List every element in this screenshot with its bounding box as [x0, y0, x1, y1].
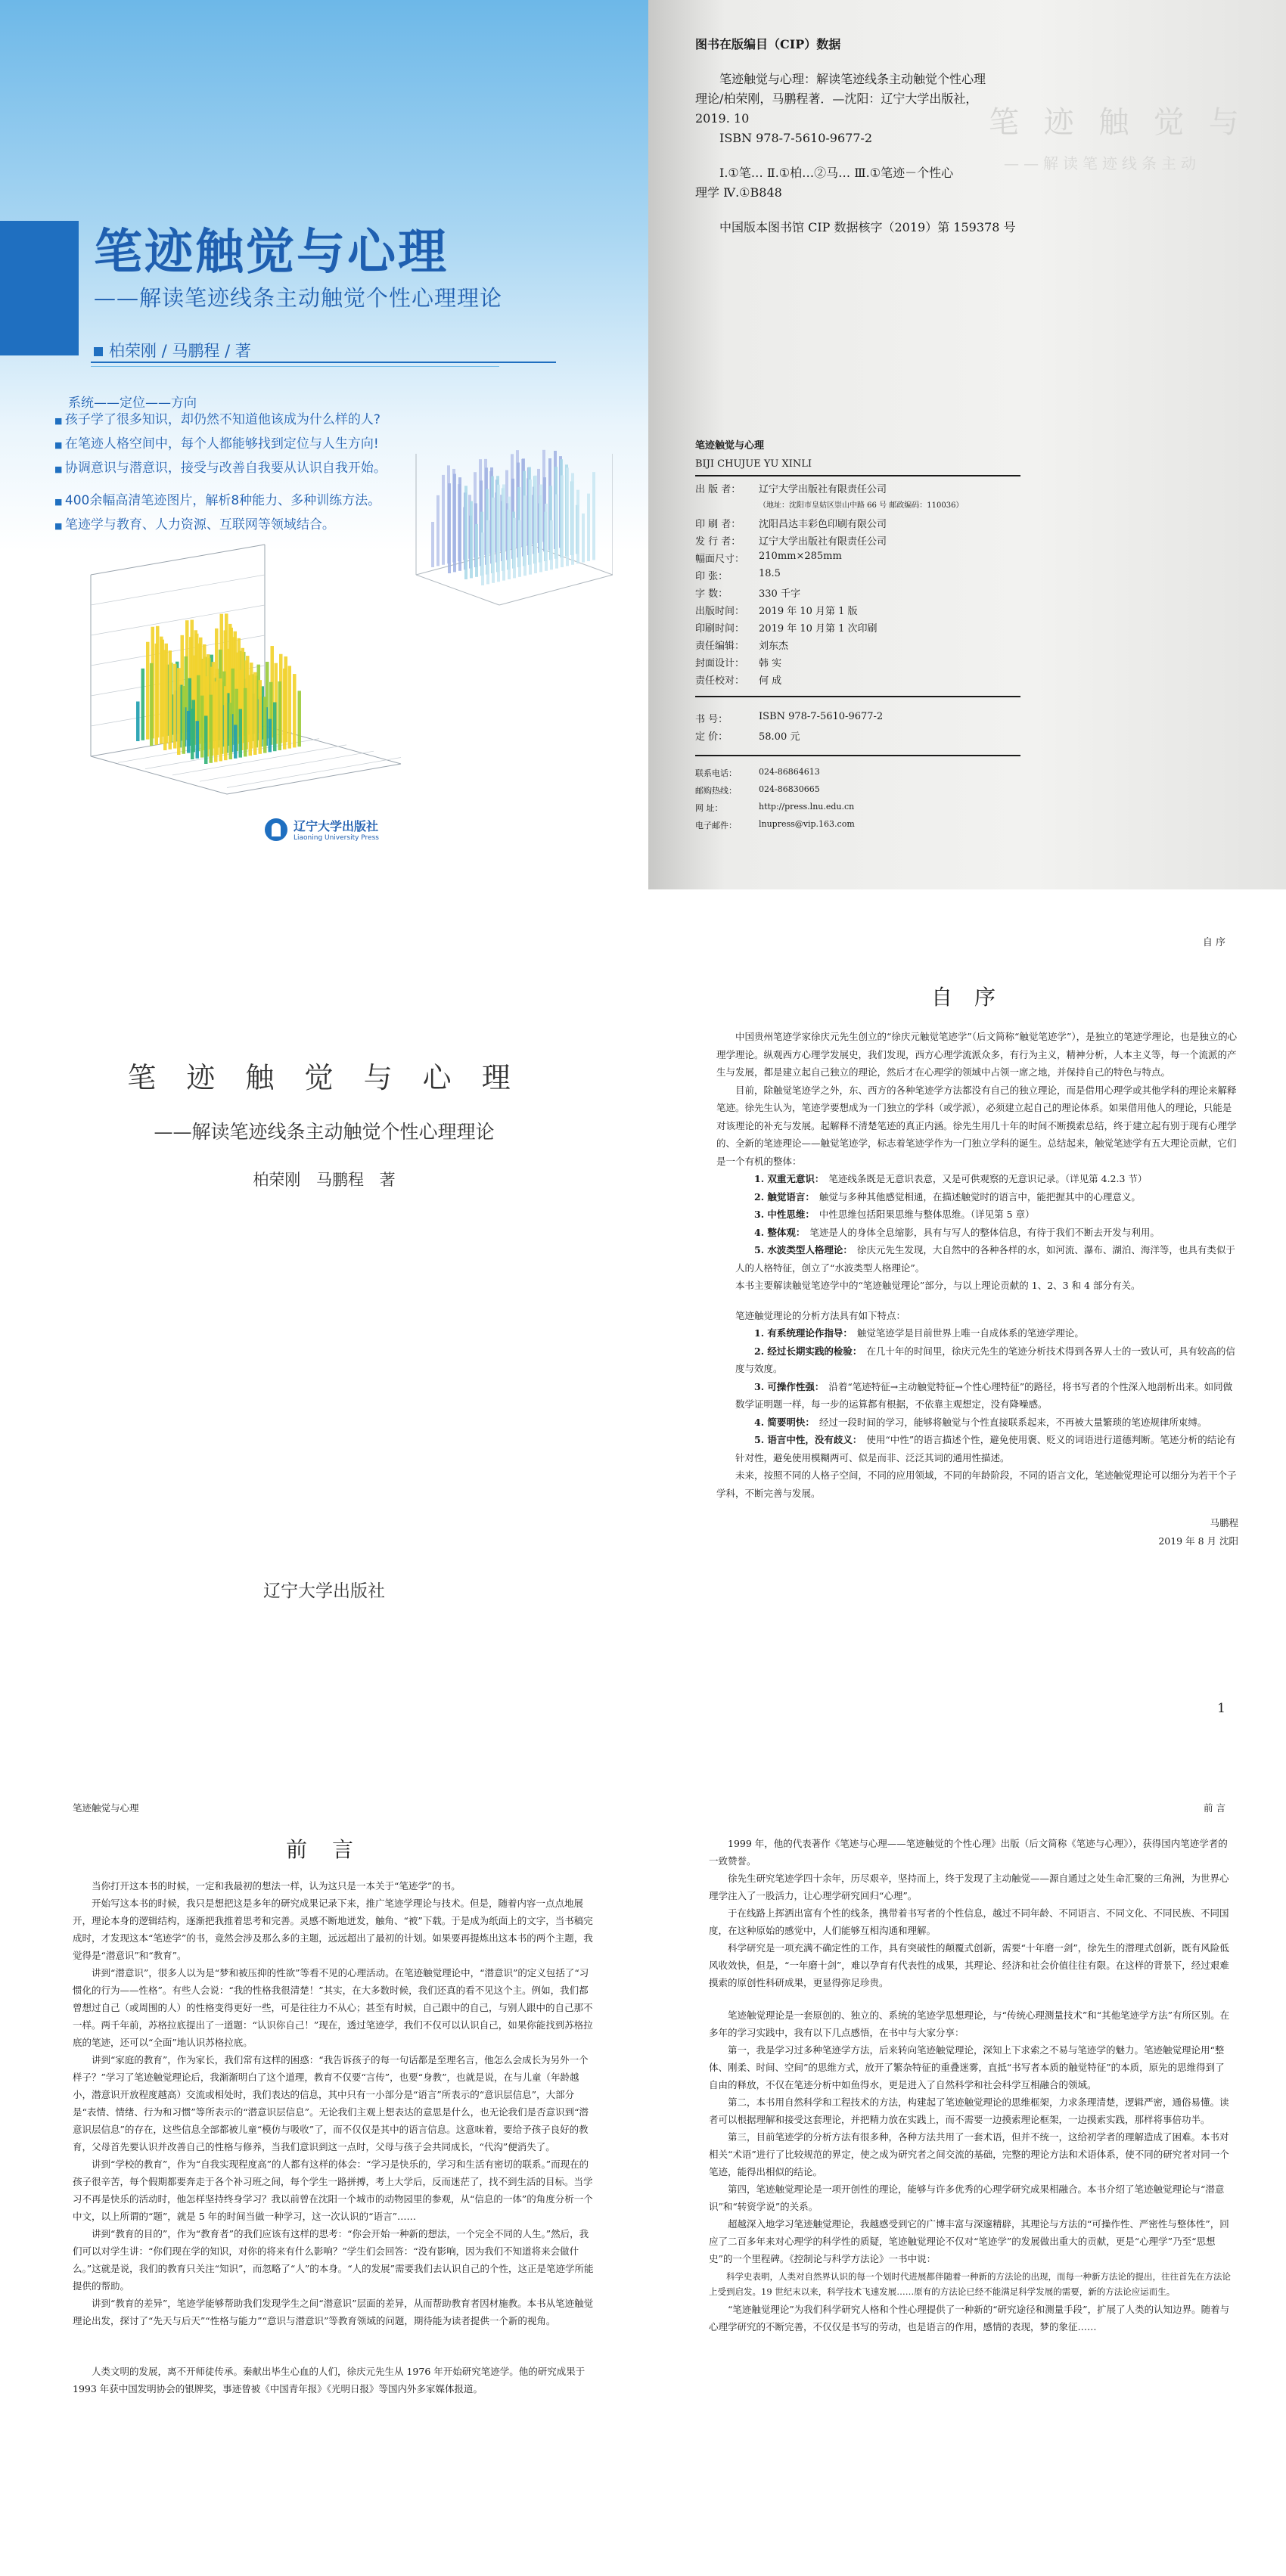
foreword-page-right — [648, 1767, 1286, 2576]
chart-bar — [481, 532, 484, 585]
imprint-value: 何 成 — [759, 675, 782, 687]
numbered-item — [716, 1206, 1238, 1224]
chart-bar — [571, 473, 574, 565]
chart-bar — [534, 476, 537, 573]
imprint-key: 封面设计： — [695, 658, 745, 669]
chart-bar — [539, 485, 542, 573]
spacer — [73, 2329, 595, 2363]
cover-feature-item: ■ 孩子学了很多知识，却仍然不知道他该成为什么样的人? — [54, 411, 387, 430]
paragraph: 第四，笔迹触觉理论是一项开创性的理论，能够与许多优秀的心理学研究成果相融合。本书介绍了笔迹触觉理论与“潜意识”和“转资学说”的关系。 — [709, 2183, 1225, 2212]
imprint-key: 网 址： — [695, 803, 723, 813]
imprint-row — [695, 568, 1061, 585]
imprint-key: 印 张： — [695, 571, 728, 582]
paragraph: 本书主要解读触觉笔迹学中的“笔迹触觉理论”部分，与以上理论贡献的 1、2、3 和 4 部分有关。 — [735, 1280, 1141, 1291]
item-text: 使用“中性”的语言描述个性，避免使用褒、贬义的词语进行道德判断。笔迹分析的结论有针对性，避免使用模糊两可、似是而非、泛泛其词的通用性描述。 — [735, 1434, 1236, 1463]
imprint-key: 邮购热线： — [695, 786, 737, 796]
item-label: 2. 触觉语言： — [754, 1190, 815, 1203]
cover-guide: 系统——定位——方向 — [68, 396, 197, 411]
chart-bar — [214, 681, 218, 762]
chart-bar — [196, 721, 200, 759]
item-text: 触觉与多种其他感觉相通，在描述触觉时的语言中，能把握其中的心理意义。 — [819, 1190, 1141, 1203]
chart-bar — [169, 650, 172, 750]
chart-bar — [518, 520, 521, 577]
item-label: 1. 有系统理论作指导： — [754, 1327, 853, 1339]
chart-bar — [146, 642, 150, 740]
imprint-key: 定 价： — [695, 731, 728, 743]
book-cover — [0, 0, 648, 889]
chart-bar — [555, 495, 558, 569]
imprint-key: 发 行 者： — [695, 536, 741, 548]
imprint-row — [695, 784, 1061, 802]
cover-3d-bar-illustration — [68, 424, 613, 802]
cip-line: 理论/柏荣刚，马鹏程著．—沈阳：辽宁大学出版社， — [695, 92, 978, 106]
chart-bar — [219, 678, 223, 761]
chart-bar — [155, 644, 159, 745]
signature-name: 马鹏程 — [1210, 1517, 1238, 1529]
running-head: 前 言 — [1204, 1802, 1225, 1814]
chart-bar — [182, 686, 186, 754]
foreword-page-left — [0, 1767, 648, 2576]
imprint-row — [695, 767, 1061, 784]
paragraph: 第二，本书用自然科学和工程技术的方法，构建起了笔迹触觉理论的思维框架，力求条理清楚，逻辑严密，通俗易懂。读者可以根据理解和接受这套理论，并把精力放在实践上，而不需要一边摸索理论框架，一边摸索实践，那样将事倍功半。 — [709, 2096, 1229, 2125]
imprint-value: 330 千字 — [759, 588, 800, 600]
paragraph: 笔迹触觉理论是一套原创的、独立的、系统的笔迹学思想理论，与“传统心理测量技术”和“其他笔迹学方法”有所区别。在多年的学习实践中，我有以下几点感悟，在书中与大家分享： — [709, 2010, 1230, 2038]
cip-record — [695, 70, 1089, 237]
chart-bar — [453, 474, 456, 573]
chart-bar — [204, 715, 208, 764]
chart-bar — [191, 709, 194, 759]
imprint-row — [695, 638, 1061, 655]
chart-bar — [486, 520, 489, 585]
paragraph: 开始写这本书的时候，我只是想把这是多年的研究成果记录下来，推广笔迹学理论与技术。但是，随着内容一点点地展开，理论本身的逻辑结构，逐渐把我推着思考和完善。灵感不断地迸发，触角、“被”下载。于是成为纸面上的文字，当书稿完成时，才发现这本“笔迹学”的书，竟然会涉及那么多的主题，远远超出了最初的计划。如果要再提炼出这本书的两个主题，我觉得是“潜意识”和“教育”。 — [73, 1898, 593, 1961]
chart-bar — [523, 495, 527, 576]
chart-bar — [582, 514, 585, 563]
imprint-row — [695, 819, 1061, 836]
paragraph: 1999 年，他的代表著作《笔迹与心理——笔迹触觉的个性心理》出版（后文简称《笔迹与心理》），获得国内笔迹学者的一致赞誉。 — [709, 1838, 1228, 1867]
numbered-item — [716, 1431, 1238, 1466]
paragraph: 于在线路上挥洒出富有个性的线条，携带着书写者的个性信息，越过不同年龄、不同语言、不同文化、不同民族、不同国度，在这种原始的感觉中，人们能够互相沟通和理解。 — [709, 1907, 1229, 1936]
numbered-item — [716, 1324, 1238, 1342]
chart-frame-line — [499, 575, 613, 605]
paragraph: 徐先生研究笔迹学四十余年，历尽艰辛，坚持而上，终于发现了主动触觉——源自通过之处生命汇聚的三角洲，为世界心理学注入了一股活力，让心理学研究回归“心理”。 — [709, 1873, 1229, 1901]
item-text: 在几十年的时间里，徐庆元先生的笔迹分析技术得到各界人士的一致认可，具有较高的信度与效度。 — [735, 1345, 1235, 1374]
chart-bar — [210, 695, 213, 763]
chart-bar — [224, 686, 228, 760]
imprint-rule — [695, 475, 1020, 476]
paragraph: 讲到“家庭的教育”，作为家长，我们常有这样的困惑：“我告诉孩子的每一句话都是至理名言，他怎么会成长为另外一个样子？”学习了笔迹触觉理论后，我渐渐明白了这个道理，教育不仅要“言传”，也要“身教”，也就是说，在与儿童（年龄越小，潜意识开放程度越高）交流或相处时，我们表达的信息，其中只有一小部分是“语言”所表示的“意识层信息”，大部分是“表情、情绪、行为和习惯”等所表示的“潜意识层信息”。无论我们主观上想表达的意思是什么，也无论我们是否意识到“潜意识层信息”的存在，这些信息全部都被儿童“模仿与吸收”了，而不仅仅是其中的语言信息。这意味着，要给予孩子良好的教育，父母首先要认识并改善自己的性格与修养，当我们意识到这一点时，父母与孩子会共同成长，“代沟”便消失了。 — [73, 2054, 589, 2152]
isbn-table — [695, 711, 1061, 746]
numbered-item — [716, 1414, 1238, 1432]
item-label: 1. 双重无意识： — [754, 1173, 825, 1184]
imprint-row — [695, 481, 1061, 498]
imprint-row — [695, 585, 1061, 603]
imprint-value: 刘东杰 — [759, 641, 789, 652]
chart-bar — [431, 522, 434, 567]
publisher-name-zh: 辽宁大学出版社 — [294, 819, 379, 833]
imprint-row — [695, 620, 1061, 638]
imprint-key: 出版时间： — [695, 606, 745, 617]
chart-bar — [259, 680, 262, 754]
chart-bar — [160, 637, 163, 744]
chart-bar — [436, 495, 440, 566]
item-text: 中性思维包括阳果思维与整体思维。（详见第 5 章） — [819, 1209, 1035, 1220]
item-text: 触觉笔迹学是目前世界上唯一自成体系的笔迹学理论。 — [856, 1327, 1084, 1339]
chart-grid-line — [91, 605, 265, 635]
chart-bar — [492, 498, 495, 583]
cover-feature-item: ■ 协调意识与潜意识，接受与改善自我要从认识自我开始。 — [54, 459, 387, 479]
imprint-rule — [695, 696, 1020, 697]
paragraph: 目前，除触觉笔迹学之外，东、西方的各种笔迹学方法都没有自己的独立理论，而是借用心理学或其他学科的理论来解释笔迹。徐先生认为，笔迹学要想成为一门独立的学科（或学派），必须建立起自己的理论体系。如果借用他人的理论，只能是对该理论的补充与发展。起解释不清楚笔迹的真正内涵。徐先生用几十年的时间不断摸索总结，终于建立起有别于现有心理学的、全新的笔迹理论——触觉笔迹学，标志着笔迹学作为一门独立学科的诞生。总结起来，触觉笔迹学有五大理论贡献，它们是一个有机的整体： — [716, 1084, 1237, 1167]
chart-bar — [298, 691, 302, 746]
paragraph: 第三，目前笔迹学的分析方法有很多种，各种方法共用了一套术语，但并不统一，这给初学者的理解造成了困难。本书对相关“术语”进行了比较规范的界定，使之成为研究者之间交流的基础，完整的理论方法和术语体系，使不同的研究者对同一个笔迹，能得出相似的结论。 — [709, 2131, 1229, 2177]
chart-bar — [545, 504, 548, 571]
chart-bar — [592, 472, 595, 560]
title-page-authors: 柏荣刚 马鹏程 著 — [253, 1171, 396, 1189]
chart-bar — [470, 501, 473, 579]
chart-grid-line — [91, 575, 265, 605]
cip-page — [648, 0, 1286, 889]
quote-paragraph: 科学史表明，人类对自然界认识的每一个划时代进展都伴随着一种新的方法论的出现，而每一种新方法论的提出，往往首先在方法论上受到启发。19 世纪末以来，科学技术飞速发展……原有的方法论已经不能满足科学发展的需要，新的方法论应运而生。 — [709, 2271, 1231, 2297]
show-through-subtitle: ——解读笔迹线条主动 — [1004, 154, 1201, 172]
imprint-key: 责任编辑： — [695, 641, 745, 652]
imprint-value: ISBN 978-7-5610-9677-2 — [759, 711, 884, 722]
chart-bar — [293, 674, 297, 747]
cip-classification: Ⅰ.①笔… Ⅱ.①柏…②马… Ⅲ.①笔迹－个性心 — [719, 166, 954, 180]
numbered-item — [716, 1188, 1238, 1206]
imprint-key — [695, 498, 759, 516]
chart-bar — [278, 681, 282, 750]
title-page-publisher: 辽宁大学出版社 — [263, 1581, 385, 1601]
imprint-value: （地址：沈阳市皇姑区崇山中路 66 号 邮政编码：110036） — [759, 501, 964, 510]
imprint-key: 出 版 者： — [695, 484, 741, 495]
foreword-body — [73, 1877, 595, 2398]
chart-bar — [150, 663, 154, 746]
imprint-key: 印 刷 者： — [695, 519, 741, 530]
paragraph: 当你打开这本书的时候，一定和我最初的想法一样，认为这只是一本关于“笔迹学”的书。 — [92, 1880, 461, 1892]
imprint-row — [695, 711, 1061, 728]
running-head: 自 序 — [1202, 937, 1225, 948]
cover-publisher — [265, 817, 379, 842]
item-text: 徐庆元先生发现，大自然中的各种各样的水，如河流、瀑布、湖泊、海洋等，也具有类似于人的人格特征，创立了“水波类型人格理论”。 — [735, 1244, 1235, 1274]
paragraph: 讲到“教育的目的”，作为“教育者”的我们应该有这样的思考：“你会开始一种新的想法，一个完全不同的人生。”然后，我们可以对学生讲：“你们现在学的知识，对你的将来有什么影响？”学生们会回答：“没有影响，因为我们不知道将来会做什么。”这就是说，我们的教育只关注“知识”，而忽略了“人”的本身。“人的发展”需要我们去认识自己的个性，这正是笔迹学所能提供的帮助。 — [73, 2228, 594, 2292]
imprint-row — [695, 655, 1061, 672]
cover-author — [94, 339, 251, 362]
chart-bar — [561, 475, 564, 567]
chart-bar — [497, 485, 500, 582]
chart-bar — [283, 669, 287, 750]
chart-bar — [442, 475, 445, 565]
chart-bar — [576, 490, 579, 564]
chart-frame-line — [91, 545, 265, 575]
imprint-value: 58.00 元 — [759, 731, 800, 743]
square-bullet-icon — [94, 347, 103, 356]
paragraph: “笔迹触觉理论”为我们科学研究人格和个性心理提供了一种新的“研究途径和测量手段”，扩展了人类的认知边界。随着与心理学研究的不断完善，不仅仅是书写的劳动，也是语言的作用，感情的表现，梦的象征…… — [709, 2304, 1230, 2332]
paragraph: 人类文明的发展，离不开师徒传承。秦献出毕生心血的人们，徐庆元先生从 1976 年开始研究笔迹学。他的研究成果于 1993 年获中国发明协会的银牌奖，事迹曾被《中国青年报》《光明日报》等国内外多家媒体报道。 — [73, 2366, 586, 2394]
paragraph: 讲到“学校的教育”，作为“自我实现程度高”的人都有这样的体会：“学习是快乐的，学习和生活有密切的联系。”而现在的孩子很辛苦，每个假期都要奔走于各个补习班之间，每个学生一路拼搏，考上大学后，反而迷茫了，找不到生活的目标。当学习不再是快乐的活动时，他怎样坚持终身学习？我以前曾在沈阳一个城市的动物园里的参观，从“信息的一体”的角度分析一个中文，以上所谓的“题”，就是 5 年的时间当做一种学习，这一次认识的“语言”…… — [73, 2159, 593, 2222]
foreword-body — [709, 1835, 1231, 2335]
contact-table — [695, 767, 1061, 836]
chart-bar — [529, 480, 532, 575]
imprint-value: http://press.lnu.edu.cn — [759, 802, 855, 812]
imprint-row — [695, 551, 1061, 568]
cover-title: 笔迹触觉与心理 — [94, 224, 449, 281]
cover-subtitle: ——解读笔迹线条主动触觉个性心理理论 — [94, 285, 503, 311]
cip-line: 笔迹触觉与心理：解读笔迹线条主动触觉个性心理 — [719, 72, 986, 86]
item-label: 4. 简要明快： — [754, 1416, 815, 1428]
cover-feature-item: ■ 400余幅高清笔迹图片，解析8种能力、多种训练方法。 — [54, 492, 381, 511]
publisher-logo-icon — [265, 818, 287, 841]
chart-bar — [288, 666, 292, 748]
chart-bar — [136, 702, 140, 742]
chart-bar — [273, 702, 277, 751]
imprint-value: 辽宁大学出版社有限责任公司 — [759, 484, 887, 495]
imprint-rule — [695, 755, 1020, 756]
cip-isbn: ISBN 978-7-5610-9677-2 — [719, 131, 873, 145]
chart-frame-line — [227, 764, 401, 794]
contribution-list — [716, 1170, 1238, 1277]
item-label: 4. 整体观： — [754, 1226, 806, 1238]
item-label: 3. 中性思维： — [754, 1209, 815, 1220]
imprint-key: 书 号： — [695, 714, 728, 725]
imprint-value: 辽宁大学出版社有限责任公司 — [759, 536, 887, 548]
numbered-item — [716, 1241, 1238, 1277]
chart-bar — [173, 664, 177, 749]
show-through-title: 笔 迹 触 觉 与 — [989, 105, 1247, 140]
cover-divider-thin — [91, 366, 499, 367]
imprint-row — [695, 728, 1061, 746]
cip-number: 中国版本图书馆 CIP 数据核字（2019）第 159378 号 — [719, 220, 1016, 234]
imprint-value: 024-86830665 — [759, 784, 820, 794]
numbered-item — [716, 1170, 1238, 1188]
imprint-value: 2019 年 10 月第 1 次印刷 — [759, 623, 878, 635]
preface-body — [716, 1028, 1238, 1550]
chart-bar — [141, 669, 145, 740]
cover-feature-item: ■ 笔迹学与教育、人力资源、互联网等领域结合。 — [54, 516, 381, 535]
cip-classification: 理学 Ⅳ.①B848 — [695, 185, 782, 200]
chart-bar — [550, 520, 553, 570]
spacer — [709, 1991, 1231, 2006]
imprint-row — [695, 498, 1061, 516]
imprint-value: 024-86864613 — [759, 767, 820, 777]
item-text: 经过一段时间的学习，能够将触觉与个性直接联系起来，不再被大量繁琐的笔迹规律所束缚。 — [819, 1416, 1207, 1428]
numbered-item — [716, 1224, 1238, 1242]
imprint-book-pinyin: BIJI CHUJUE YU XINLI — [695, 458, 812, 470]
imprint-key: 字 数： — [695, 588, 728, 600]
imprint-value: lnupress@vip.163.com — [759, 819, 855, 829]
cip-heading: 图书在版编目（CIP）数据 — [695, 37, 841, 51]
imprint-row — [695, 802, 1061, 819]
chart-bar — [513, 518, 516, 579]
title-page-subtitle: ——解读笔迹线条主动触觉个性心理理论 — [154, 1121, 495, 1143]
imprint-table — [695, 481, 1061, 690]
chart-bar — [234, 725, 238, 758]
imprint-value: 210mm×285mm — [759, 551, 842, 562]
imprint-key: 联系电话： — [695, 768, 737, 778]
chart-bar — [239, 709, 243, 757]
chart-bar — [187, 711, 191, 753]
chart-bar — [464, 486, 467, 579]
paragraph: 未来，按照不同的人格子空间，不同的应用领域，不同的年龄阶段，不同的语言文化，笔迹触觉理论可以细分为若干个子学科，不断完善与发展。 — [716, 1470, 1237, 1499]
imprint-row — [695, 672, 1061, 690]
chart-bar — [508, 497, 511, 579]
foreword-title: 前 言 — [286, 1837, 362, 1862]
cover-blue-block — [0, 221, 79, 355]
imprint-key: 印刷时间： — [695, 623, 745, 635]
signature-date: 2019 年 8 月 沈阳 — [1158, 1535, 1238, 1547]
chart-bar — [458, 477, 461, 571]
chart-bar — [269, 719, 272, 753]
item-text: 笔迹线条既是无意识表意，又是可供观察的无意识记录。（详见第 4.2.3 节） — [828, 1173, 1148, 1184]
chart-grid-line — [227, 758, 401, 788]
paragraph: 第一，我是学习过多种笔迹学方法，后来转向笔迹触觉理论，深知上下求索之不易与笔迹学的魅力。笔迹触觉理论用“整体、刚柔、时间、空间”的思维方式，放开了繁杂特征的重叠迷雾，直抵“书写者本质的触觉特征”的本质，原先的思维得到了自由的释放，不仅在笔迹分析中如鱼得水，更是进入了自然科学和社会科学互相融合的领域。 — [709, 2044, 1225, 2090]
paragraph: 中国贵州笔迹学家徐庆元先生创立的“徐庆元触觉笔迹学”（后文简称“触觉笔迹学”），是独立的笔迹学理论，也是独立的心理学理论。纵观西方心理学发展史，我们发现，西方心理学流派众多，有行为主义，精神分析，人本主义等，每一个流派的产生与发展，都是建立起自己独立的理论，然后才在心理学的领域中占领一席之地，并保持自己的特色与特点。 — [716, 1031, 1238, 1078]
chart-bar — [475, 524, 478, 577]
cover-divider — [91, 362, 556, 363]
item-label: 3. 可操作性强： — [754, 1380, 825, 1392]
item-label: 5. 水波类型人格理论： — [754, 1244, 853, 1255]
imprint-key: 幅面尺寸： — [695, 554, 745, 565]
imprint-row — [695, 533, 1061, 551]
cover-author-text: 柏荣刚 / 马鹏程 / 著 — [109, 342, 251, 360]
cip-line: 2019. 10 — [695, 111, 750, 126]
imprint-row — [695, 603, 1061, 620]
imprint-key: 电子邮件： — [695, 821, 737, 830]
preface-title: 自 序 — [931, 985, 1003, 1010]
title-page-title: 笔 迹 触 觉 与 心 理 — [127, 1061, 521, 1094]
chart-bar — [177, 668, 181, 755]
numbered-item — [716, 1342, 1238, 1378]
paragraph: 讲到“教育的差异”，笔迹学能够帮助我们发现学生之间“潜意识”层面的差异，从而帮助教育者因材施教。本书从笔迹触觉理论出发，探讨了“先天与后天”“性格与能力”“意识与潜意识”等教育领域的问题，期待能为读者提供一个新的视角。 — [73, 2298, 594, 2326]
preface-page — [648, 898, 1286, 1758]
chart-bar — [200, 696, 204, 758]
item-label: 2. 经过长期实践的检验： — [754, 1345, 862, 1357]
chart-bar — [263, 697, 267, 753]
imprint-key: 责任校对： — [695, 675, 745, 687]
item-label: 5. 语言中性，没有歧义： — [754, 1434, 862, 1445]
publisher-name-en: Liaoning University Press — [294, 834, 379, 842]
paragraph: 笔迹触觉理论的分析方法具有如下特点： — [735, 1309, 906, 1321]
item-text: 笔迹是人的身体全息缩影，具有与写人的整体信息，有待于我们不断去开发与利用。 — [809, 1226, 1160, 1238]
feature-list — [716, 1324, 1238, 1466]
cover-feature-item: ■ 在笔迹人格空间中，每个人都能够找到定位与人生方向! — [54, 435, 387, 455]
imprint-book-title: 笔迹触觉与心理 — [695, 440, 765, 452]
numbered-item — [716, 1378, 1238, 1414]
chart-bar — [244, 688, 247, 757]
chart-bar — [566, 467, 569, 566]
paragraph: 超越深入地学习笔迹触觉理论，我越感受到它的广博丰富与深邃精辟，其理论与方法的“可操作性、严密性与整体性”，回应了二百多年来对心理学的科学性的质疑，笔迹触觉理论不仅对“笔迹学”的发展做出重大的贡献，更是“心理学”乃至“思想史”的一个里程碑。《控制论与科学方法论》一书中说： — [709, 2218, 1229, 2264]
imprint-row — [695, 516, 1061, 533]
page-number: 1 — [1217, 1701, 1225, 1716]
imprint-value: 2019 年 10 月第 1 版 — [759, 606, 858, 617]
chart-bar — [502, 484, 505, 580]
title-page — [0, 898, 648, 1758]
chart-bar — [249, 675, 253, 756]
item-text: 沿着“笔迹特征→主动触觉特征→个性心理特征”的路径，将书写者的个性深入地剖析出来。如同做数学证明题一样，每一步的运算都有根据，不依靠主观想定，没有降噪感。 — [735, 1380, 1233, 1410]
paragraph: 讲到“潜意识”，很多人以为是“梦和被压抑的性欲”等看不见的心理活动。在笔迹触觉理论中，“潜意识”的定义包括了“习惯化的行为——性格”。有些人会说：“我的性格我很清楚！”其实，在大多数时候，我们还真的看不见这个主。例如，我们都曾想过自己（或周围的人）的性格变得更好一些，可是往往力不从心；甚至有时候，自己跟中的自己，与别人跟中的自己那不一样。两千年前，苏格拉底提出了一道题：“认识你自己！”现在，透过笔迹学，我们不仅可以认识自己，如果你能找到苏格拉底的笔迹，还可以“全面”地认识苏格拉底。 — [73, 1967, 593, 2048]
running-head: 笔迹触觉与心理 — [73, 1802, 139, 1814]
imprint-value: 沈阳昌达丰彩色印刷有限公司 — [759, 519, 887, 530]
chart-bar — [253, 672, 257, 755]
chart-bar — [448, 483, 451, 573]
chart-bar — [229, 703, 233, 759]
chart-bar — [163, 650, 167, 750]
paragraph: 科学研究是一项充满不确定性的工作，具有突破性的颠覆式创新，需要“十年磨一剑”，徐先生的潜理式创新，既有风险低风收效快，但是，“一年磨十剑”，难以孕育有代表性的成果，其理论、经济和社会价值往往有限。在这样的背景下，经过艰难摸索的原创性科研成果，更显得弥足珍贵。 — [709, 1942, 1229, 1988]
imprint-value: 韩 实 — [759, 658, 782, 669]
imprint-value: 18.5 — [759, 568, 781, 579]
chart-bar — [587, 494, 590, 561]
